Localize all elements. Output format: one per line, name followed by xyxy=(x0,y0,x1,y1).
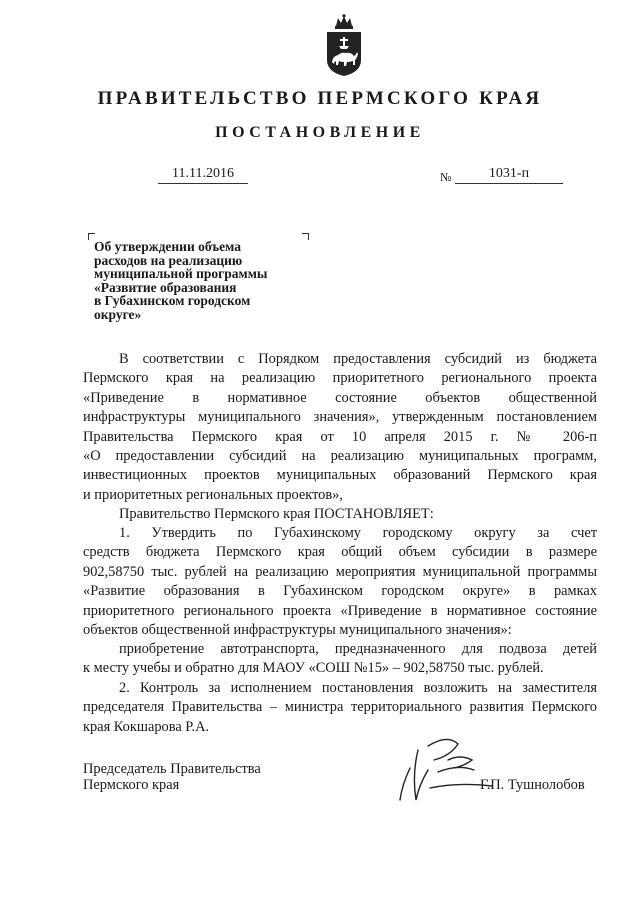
subject-line: округе» xyxy=(94,306,142,322)
subject-line: Об утверждении объема xyxy=(94,239,241,254)
signatory-role-line: Председатель Правительства xyxy=(83,761,261,777)
signatory-name: Г.П. Тушнолобов xyxy=(480,777,585,793)
text-line: средств бюджета Пермского края общий объем субсидии в размере xyxy=(83,544,597,561)
document-type: ПОСТАНОВЛЕНИЕ xyxy=(215,124,425,141)
text-line: Правительства Пермского края от 10 апреля 2015 г. № 206-п xyxy=(83,428,597,445)
subject-line: «Развитие образования xyxy=(94,279,237,295)
text-line: Пермского края на реализацию приоритетного регионального проекта xyxy=(83,370,597,387)
government-title: ПРАВИТЕЛЬСТВО ПЕРМСКОГО КРАЯ xyxy=(97,88,543,109)
document-date: 11.11.2016 xyxy=(158,166,248,184)
text-line: «Приведение в нормативное состояние объектов общественной xyxy=(83,389,597,406)
text-line: «Развитие образования в Губахинском городском округе» в рамках xyxy=(83,583,597,600)
subject-line: муниципальной программы xyxy=(94,266,268,282)
text-line: к месту учебы и обратно для МАОУ «СОШ №15» – 902,58750 тыс. рублей. xyxy=(83,660,544,677)
text-line: приобретение автотранспорта, предназначенного для подвоза детей xyxy=(119,641,597,657)
perm-krai-coat-of-arms-icon xyxy=(323,14,365,78)
paragraph-resolves xyxy=(83,505,597,524)
subject-line: в Губахинском городском xyxy=(94,293,251,309)
paragraph-item-2 xyxy=(83,679,597,737)
text-line: инвестиционных проектов муниципальных образований Пермского края xyxy=(83,467,597,484)
text-line: края Кокшарова Р.А. xyxy=(83,718,210,735)
signatory-role xyxy=(83,762,261,793)
document-subject xyxy=(94,240,324,322)
text-line: приоритетного регионального проекта «Приведение в нормативное состояние xyxy=(83,602,597,619)
subject-line: расходов на реализацию xyxy=(94,252,243,268)
text-line: «О предоставлении субсидий на реализацию муниципальных программ, xyxy=(83,448,597,465)
text-line: 2. Контроль за исполнением постановления возложить на заместителя xyxy=(119,680,597,696)
paragraph-item-1 xyxy=(83,524,597,640)
text-line: 1. Утвердить по Губахинскому городскому округу за счет xyxy=(119,525,597,541)
text-line: объектов общественной инфраструктуры муниципального значения»: xyxy=(83,622,512,639)
signatory-role-line: Пермского края xyxy=(83,776,180,793)
paragraph-item-1-detail xyxy=(83,640,597,679)
document-number: 1031-п xyxy=(455,166,563,184)
text-line: председателя Правительства – министра территориального развития Пермского xyxy=(83,699,597,716)
text-line: Правительство Пермского края ПОСТАНОВЛЯЕТ: xyxy=(119,506,434,522)
paragraph-preamble xyxy=(83,350,597,505)
text-line: инфраструктуры муниципального значения», утвержденным постановлением xyxy=(83,409,597,426)
number-sign: № xyxy=(440,170,452,184)
text-line: В соответствии с Порядком предоставления субсидий из бюджета xyxy=(119,351,597,367)
text-line: и приоритетных региональных проектов», xyxy=(83,486,343,503)
subject-corner-top-right xyxy=(302,233,309,240)
text-line: 902,58750 тыс. рублей на реализацию мероприятия муниципальной программы xyxy=(83,563,597,580)
